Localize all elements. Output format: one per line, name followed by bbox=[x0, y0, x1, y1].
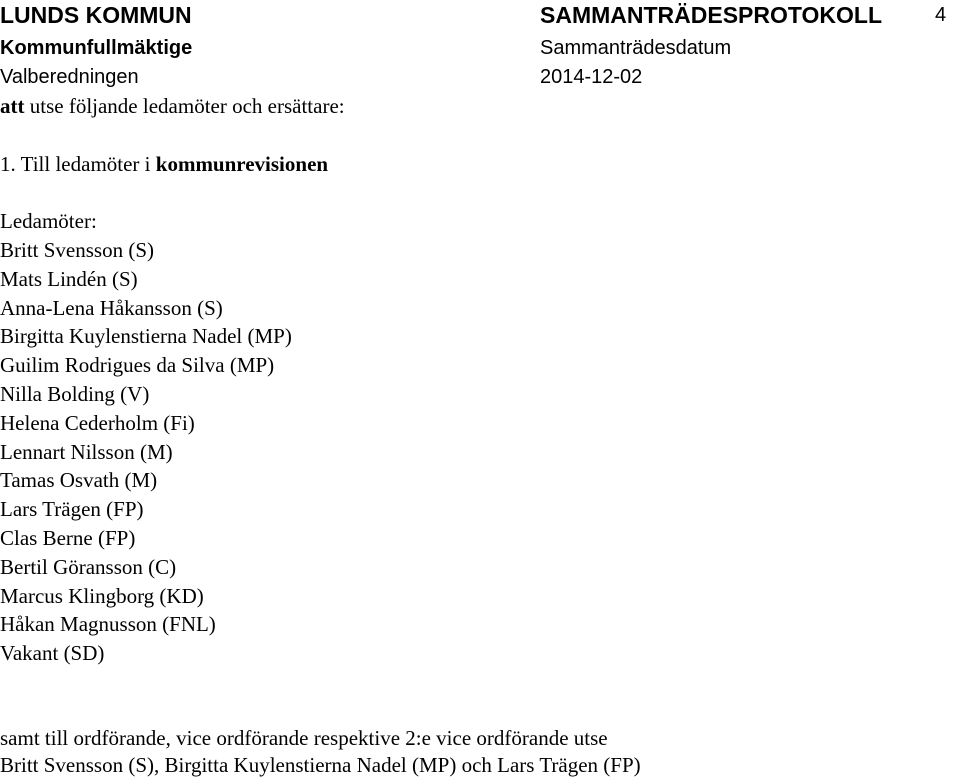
intro-line bbox=[0, 92, 345, 121]
list-item: Nilla Bolding (V) bbox=[0, 381, 150, 406]
list-item: Britt Svensson (S) bbox=[0, 238, 155, 262]
meeting-date: 2014-12-02 bbox=[540, 66, 643, 88]
document-type: SAMMANTRÄDESPROTOKOLL bbox=[540, 2, 883, 28]
section-heading bbox=[0, 150, 328, 179]
list-item: Helena Cederholm (Fi) bbox=[0, 410, 195, 435]
intro-keyword: att bbox=[0, 94, 25, 118]
list-item: Guilim Rodrigues da Silva (MP) bbox=[0, 353, 275, 378]
page-number: 4 bbox=[935, 4, 947, 26]
list-item: Lars Trägen (FP) bbox=[0, 497, 144, 522]
members-list bbox=[0, 236, 292, 668]
list-item: Tamas Osvath (M) bbox=[0, 468, 158, 493]
list-item: Birgitta Kuylenstierna Nadel (MP) bbox=[0, 324, 292, 349]
list-item: Bertil Göransson (C) bbox=[0, 554, 177, 579]
governing-body: Kommunfullmäktige bbox=[0, 37, 193, 59]
intro-text: utse följande ledamöter och ersättare: bbox=[24, 94, 345, 118]
closing-line-1: samt till ordförande, vice ordförande respektive 2:e vice ordförande utse bbox=[0, 726, 608, 750]
list-item: Vakant (SD) bbox=[0, 641, 105, 666]
list-item: Marcus Klingborg (KD) bbox=[0, 583, 204, 608]
organization-name: LUNDS KOMMUN bbox=[0, 2, 192, 28]
list-item: Mats Lindén (S) bbox=[0, 266, 138, 291]
members-label: Ledamöter: bbox=[0, 209, 97, 233]
committee-name: Valberedningen bbox=[0, 66, 139, 88]
list-item: Lennart Nilsson (M) bbox=[0, 439, 173, 464]
section-prefix: 1. Till ledamöter i bbox=[0, 152, 156, 176]
list-item: Anna-Lena Håkansson (S) bbox=[0, 295, 223, 320]
closing-line-2: Britt Svensson (S), Birgitta Kuylenstierna Nadel (MP) och Lars Trägen (FP) bbox=[0, 753, 641, 777]
date-label: Sammanträdesdatum bbox=[540, 37, 732, 59]
list-item: Clas Berne (FP) bbox=[0, 525, 136, 550]
list-item: Håkan Magnusson (FNL) bbox=[0, 612, 216, 637]
section-title: kommunrevisionen bbox=[155, 152, 329, 176]
